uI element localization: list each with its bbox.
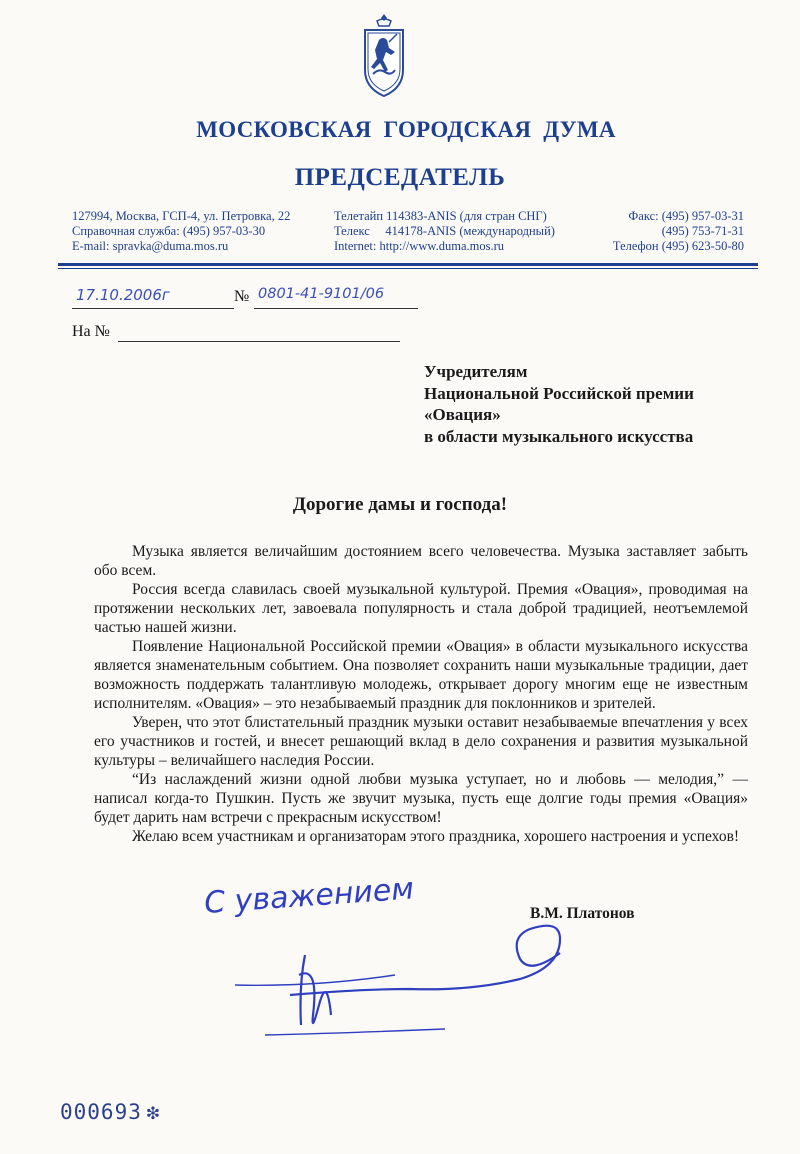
paragraph: “Из наслаждений жизни одной любви музыка уступает, но и любовь — мелодия,” — написал когда-то Пушкин. Пусть же звучит музыка, пусть еще долгие годы премия «Овация» будет дарить нам встречи с прекрасным искусством! (94, 771, 748, 826)
contacts-address (72, 209, 290, 254)
signer-name: В.М. Платонов (530, 905, 635, 922)
registration-date: 17.10.2006г (72, 286, 234, 309)
handwritten-note: С уважением (203, 871, 416, 921)
position-title: ПРЕДСЕДАТЕЛЬ (294, 164, 506, 191)
org-word-3: ДУМА (543, 117, 616, 142)
number-label: № (234, 288, 250, 305)
moscow-coat-of-arms-icon (359, 12, 409, 98)
contacts-telex (334, 209, 555, 254)
contacts-phone (613, 209, 744, 254)
fax-line-1: Факс: (495) 957-03-31 (628, 209, 744, 223)
handwritten-signature (195, 855, 595, 1055)
greeting: Дорогие дамы и господа! (292, 494, 508, 515)
reply-to-line (118, 341, 400, 342)
teletype-line: Телетайп 114383-ANIS (для стран СНГ) (334, 209, 547, 223)
paragraph: Уверен, что этот блистательный праздник музыки оставит незабываемые впечатления у всех его участников и гостей, и внесет решающий вклад в дело сохранения и развития музыкальной культуры – величайшего наследия России. (94, 714, 748, 769)
letterhead-divider-thin (58, 268, 758, 269)
phone-line: Телефон (495) 623-50-80 (612, 239, 744, 253)
org-word-2: ГОРОДСКАЯ (383, 117, 532, 142)
paragraph: Музыка является величайшим достоянием всего человечества. Музыка заставляет забыть обо всем. (94, 543, 748, 579)
addressee-line: «Овация» (424, 405, 501, 424)
addressee-line: Национальной Российской премии (424, 383, 694, 403)
serial-number (60, 1100, 161, 1124)
organization-name (0, 117, 800, 143)
asterisk-icon: ❇ (145, 1104, 162, 1124)
help-desk-line: Справочная служба: (495) 957-03-30 (72, 224, 266, 238)
registration-number: 0801-41-9101/06 (254, 286, 418, 309)
telex-line: Телекс 414178-ANIS (международный) (334, 224, 555, 238)
addressee-block (424, 361, 694, 447)
internet-line: Internet: http://www.duma.mos.ru (334, 239, 504, 253)
addressee-line: в области музыкального искусства (424, 426, 694, 446)
address-line: 127994, Москва, ГСП-4, ул. Петровка, 22 (72, 209, 291, 223)
letter-body (94, 542, 748, 846)
serial-value: 000693 (60, 1100, 142, 1124)
reply-to-label: На № (72, 323, 110, 340)
email-line: E-mail: spravka@duma.mos.ru (72, 239, 229, 253)
addressee-line: Учредителям (424, 362, 528, 381)
fax-line-2: (495) 753-71-31 (661, 224, 744, 238)
paragraph: Появление Национальной Российской премии «Овация» в области музыкального искусства является знаменательным событием. Она позволяет сохранить наши музыкальные традиции, дает возможность поддержать талантливую молодежь, открывает дорогу многим еще не известным исполнителям. «Овация» – это незабываемый праздник для поклонников и зрителей. (94, 638, 748, 712)
letterhead-divider (58, 263, 758, 266)
paragraph: Желаю всем участникам и организаторам этого праздника, хорошего настроения и успехов! (132, 828, 740, 845)
org-word-1: МОСКОВСКАЯ (196, 117, 372, 142)
paragraph: Россия всегда славилась своей музыкальной культурой. Премия «Овация», проводимая на протяжении нескольких лет, завоевала популярность и стала доброй традицией, неотъемлемой частью нашей жизни. (94, 581, 748, 636)
